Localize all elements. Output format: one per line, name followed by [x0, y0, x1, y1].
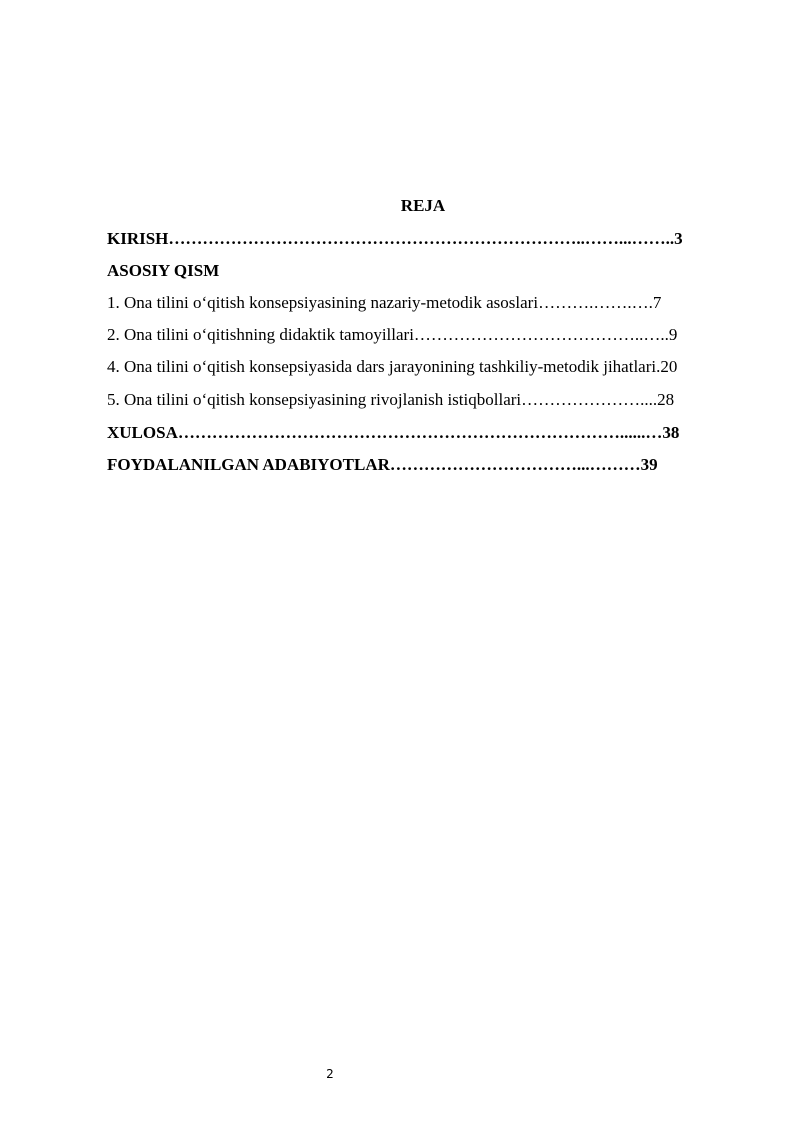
page-title: REJA — [400, 196, 446, 215]
page-number: 2 — [326, 1067, 334, 1081]
toc-entry-5: 5. Ona tilini o‘qitish konsepsiyasining rivojlanish istiqbollari…………………....28 — [107, 390, 675, 409]
toc-section-heading: ASOSIY QISM — [107, 261, 220, 280]
toc-entry-2: 2. Ona tilini o‘qitishning didaktik tamoyillari…………………………………..…..9 — [107, 325, 678, 344]
toc-entry-kirish: KIRISH………………………………………………………………..……...……..3 — [107, 229, 683, 248]
toc-entry-xulosa: XULOSA……………………………………………………………………......…38 — [107, 423, 680, 442]
toc-entry-adabiyotlar: FOYDALANILGAN ADABIYOTLAR……………………………...………39 — [107, 455, 658, 474]
toc-entry-1: 1. Ona tilini o‘qitish konsepsiyasining nazariy-metodik asoslari……….…….….7 — [107, 293, 662, 312]
toc-entry-4: 4. Ona tilini o‘qitish konsepsiyasida dars jarayonining tashkiliy-metodik jihatlari.20 — [107, 357, 678, 376]
